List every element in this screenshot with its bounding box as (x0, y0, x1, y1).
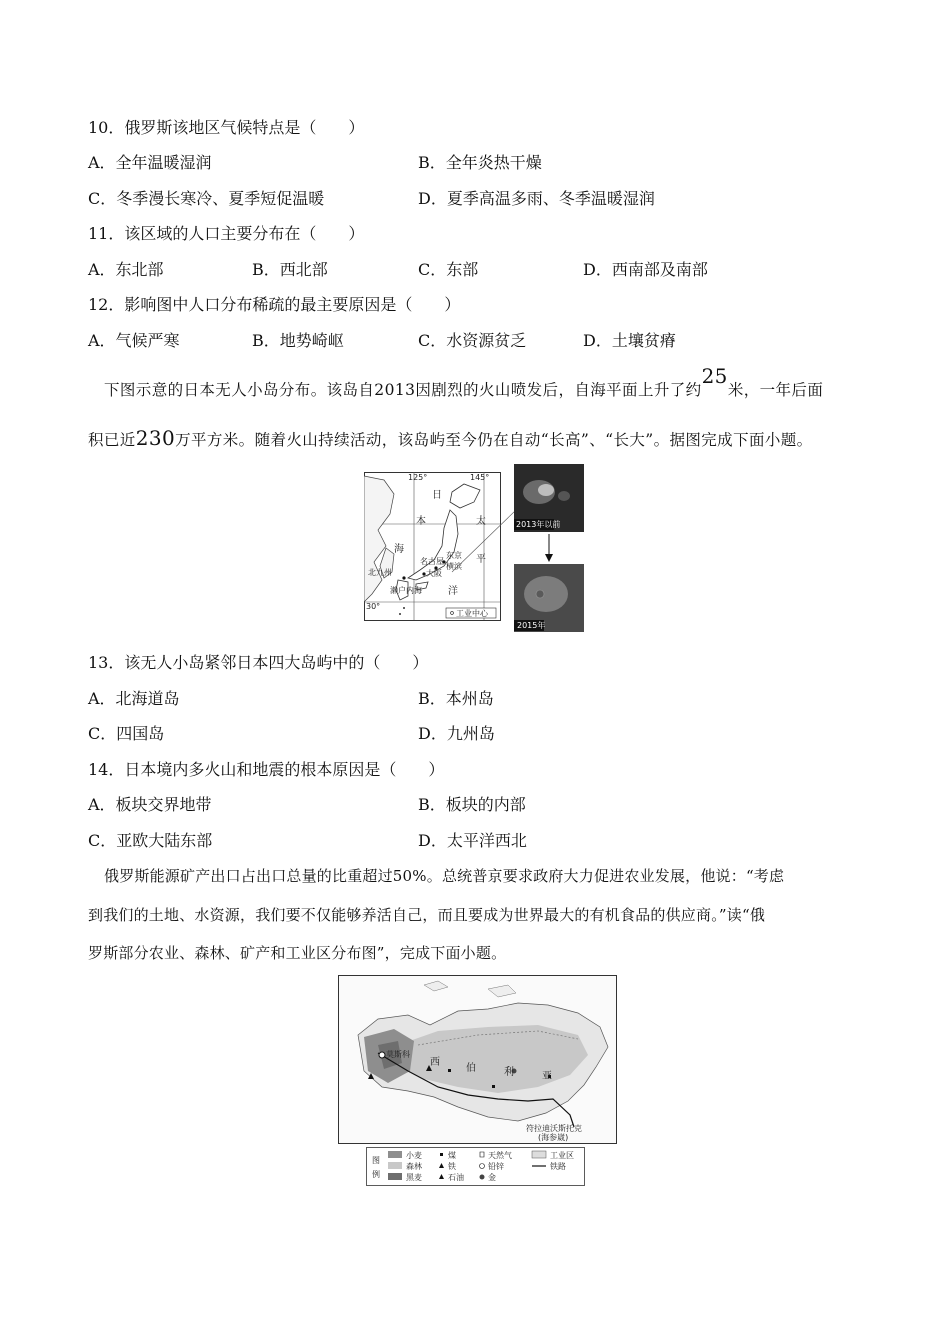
down-arrow-icon (545, 554, 553, 562)
lat-label-30: 30° (366, 602, 381, 611)
q14-option-c: C．亚欧大陆东部 (88, 831, 213, 850)
photo-2015-caption: 2015年 (517, 621, 546, 630)
passage1-line1 (104, 364, 824, 400)
q12-option-a: A．气候严寒 (88, 331, 180, 350)
photo-2015-crater (536, 590, 544, 598)
lon-label-125: 125° (408, 473, 428, 482)
q14-option-a: A．板块交界地带 (88, 795, 212, 814)
city-vladivostok-alt: (海参崴) (538, 1133, 569, 1142)
passage1-line1-tail: 米，一年后面 (727, 381, 824, 399)
q13-option-b: B．本州岛 (418, 689, 494, 708)
legend-wheat-swatch (388, 1151, 402, 1158)
q14-option-b: B．板块的内部 (418, 795, 526, 814)
legend-gas-label: 天然气 (488, 1151, 512, 1160)
legend-railway-label: 铁路 (550, 1162, 566, 1171)
photo-2015-island (524, 576, 568, 612)
passage1-area-value: 230 (135, 426, 176, 450)
q10-option-a: A．全年温暖湿润 (88, 153, 212, 172)
coal-symbol (492, 1085, 495, 1088)
passage1-height-value: 25 (701, 364, 728, 388)
legend-industry-swatch (532, 1151, 546, 1158)
q11-stem: 11．该区域的人口主要分布在（ ） (88, 224, 365, 243)
island-dot (403, 607, 405, 609)
q10-stem: 10．俄罗斯该地区气候特点是（ ） (88, 118, 365, 137)
q13-option-a: A．北海道岛 (88, 689, 180, 708)
q11-option-b: B．西北部 (252, 260, 328, 279)
legend-coal-label: 煤 (448, 1151, 456, 1160)
passage2-line1: 俄罗斯能源矿产出口占出口总量的比重超过50%。总统普京要求政府大力促进农业发展，他说：“考虑 (104, 867, 785, 885)
legend-industry-label: 工业区 (550, 1151, 574, 1160)
q12-option-c: C．水资源贫乏 (418, 331, 527, 350)
label-ri: 日 (432, 490, 442, 501)
q12-option-d: D．土壤贫瘠 (583, 331, 676, 350)
legend-title-li: 例 (372, 1170, 380, 1179)
q13-option-c: C．四国岛 (88, 724, 165, 743)
lon-label-145: 145° (470, 473, 490, 482)
legend-gold-label: 金 (488, 1173, 496, 1182)
passage1-line1-text: 下图示意的日本无人小岛分布。该岛自2013因剧烈的火山喷发后，自海平面上升了约 (104, 381, 702, 399)
legend-leadzinc-label: 铅锌 (488, 1162, 504, 1171)
island-dot (399, 613, 401, 615)
photo-before-islet (558, 491, 570, 501)
photo-before-plume (538, 484, 554, 496)
legend-wheat-label: 小麦 (406, 1151, 422, 1160)
legend-coal-icon (440, 1153, 443, 1156)
label-li: 利 (504, 1067, 514, 1078)
photo-before-caption: 2013年以前 (516, 520, 561, 529)
q11-option-c: C．东部 (418, 260, 479, 279)
label-yang: 洋 (448, 586, 458, 597)
passage1-line2-text: 积已近 (88, 431, 136, 449)
city-osaka: 大阪 (426, 569, 442, 578)
industry-center-dot (402, 576, 405, 579)
city-kitakyushu: 北九州 (368, 568, 392, 577)
city-tokyo: 东京 (446, 551, 462, 560)
q10-option-c: C．冬季漫长寒冷、夏季短促温暖 (88, 189, 325, 208)
city-yokohama: 横滨 (446, 562, 462, 571)
legend-oil-label: 石油 (448, 1173, 464, 1182)
q10-option-d: D．夏季高温多雨、冬季温暖湿润 (418, 189, 655, 208)
label-bo: 伯 (466, 1063, 476, 1074)
legend-rye-swatch (388, 1173, 402, 1180)
passage2-line2: 到我们的土地、水资源，我们要不仅能够养活自己，而且要成为世界最大的有机食品的供应商。”读“俄 (88, 906, 766, 924)
q12-option-b: B．地势崎岖 (252, 331, 344, 350)
russia-distribution-figure (338, 975, 618, 1191)
q13-option-d: D．九州岛 (418, 724, 495, 743)
q13-stem: 13．该无人小岛紧邻日本四大岛屿中的（ ） (88, 653, 429, 672)
label-ping: 平 (476, 554, 486, 565)
legend-gold-icon (480, 1175, 485, 1180)
label-ben: 本 (416, 516, 426, 527)
q10-option-b: B．全年炎热干燥 (418, 153, 542, 172)
legend-title-tu: 图 (372, 1156, 380, 1165)
q11-option-d: D．西南部及南部 (583, 260, 708, 279)
city-vladivostok: 符拉迪沃斯托克 (526, 1124, 582, 1133)
label-xi: 西 (430, 1057, 440, 1068)
legend-rye-label: 黑麦 (406, 1173, 422, 1182)
label-hai: 海 (394, 544, 404, 555)
passage1-line2 (88, 428, 813, 450)
city-nagoya: 名古屋 (420, 557, 444, 566)
label-tai: 太 (476, 516, 486, 527)
coal-symbol (448, 1069, 451, 1072)
legend-forest-label: 森林 (406, 1162, 422, 1171)
city-moscow: 莫斯科 (386, 1050, 410, 1059)
region-seto-inland-sea: 濑户内海 (390, 586, 422, 595)
label-ya: 亚 (542, 1071, 552, 1082)
legend-forest-swatch (388, 1162, 402, 1169)
japan-volcano-figure (364, 462, 588, 634)
legend-iron-label: 铁 (448, 1162, 456, 1171)
q14-option-d: D．太平洋西北 (418, 831, 527, 850)
q11-option-a: A．东北部 (88, 260, 164, 279)
moscow-marker (379, 1052, 385, 1058)
q12-stem: 12．影响图中人口分布稀疏的最主要原因是（ ） (88, 295, 461, 314)
q14-stem: 14．日本境内多火山和地震的根本原因是（ ） (88, 760, 445, 779)
passage1-line2-tail: 万平方米。随着火山持续活动，该岛屿至今仍在自动“长高”、“长大”。据图完成下面小题。 (175, 431, 813, 449)
passage2-line3: 罗斯部分农业、森林、矿产和工业区分布图”，完成下面小题。 (88, 944, 507, 962)
japan-legend-label: 工业中心 (456, 609, 488, 618)
